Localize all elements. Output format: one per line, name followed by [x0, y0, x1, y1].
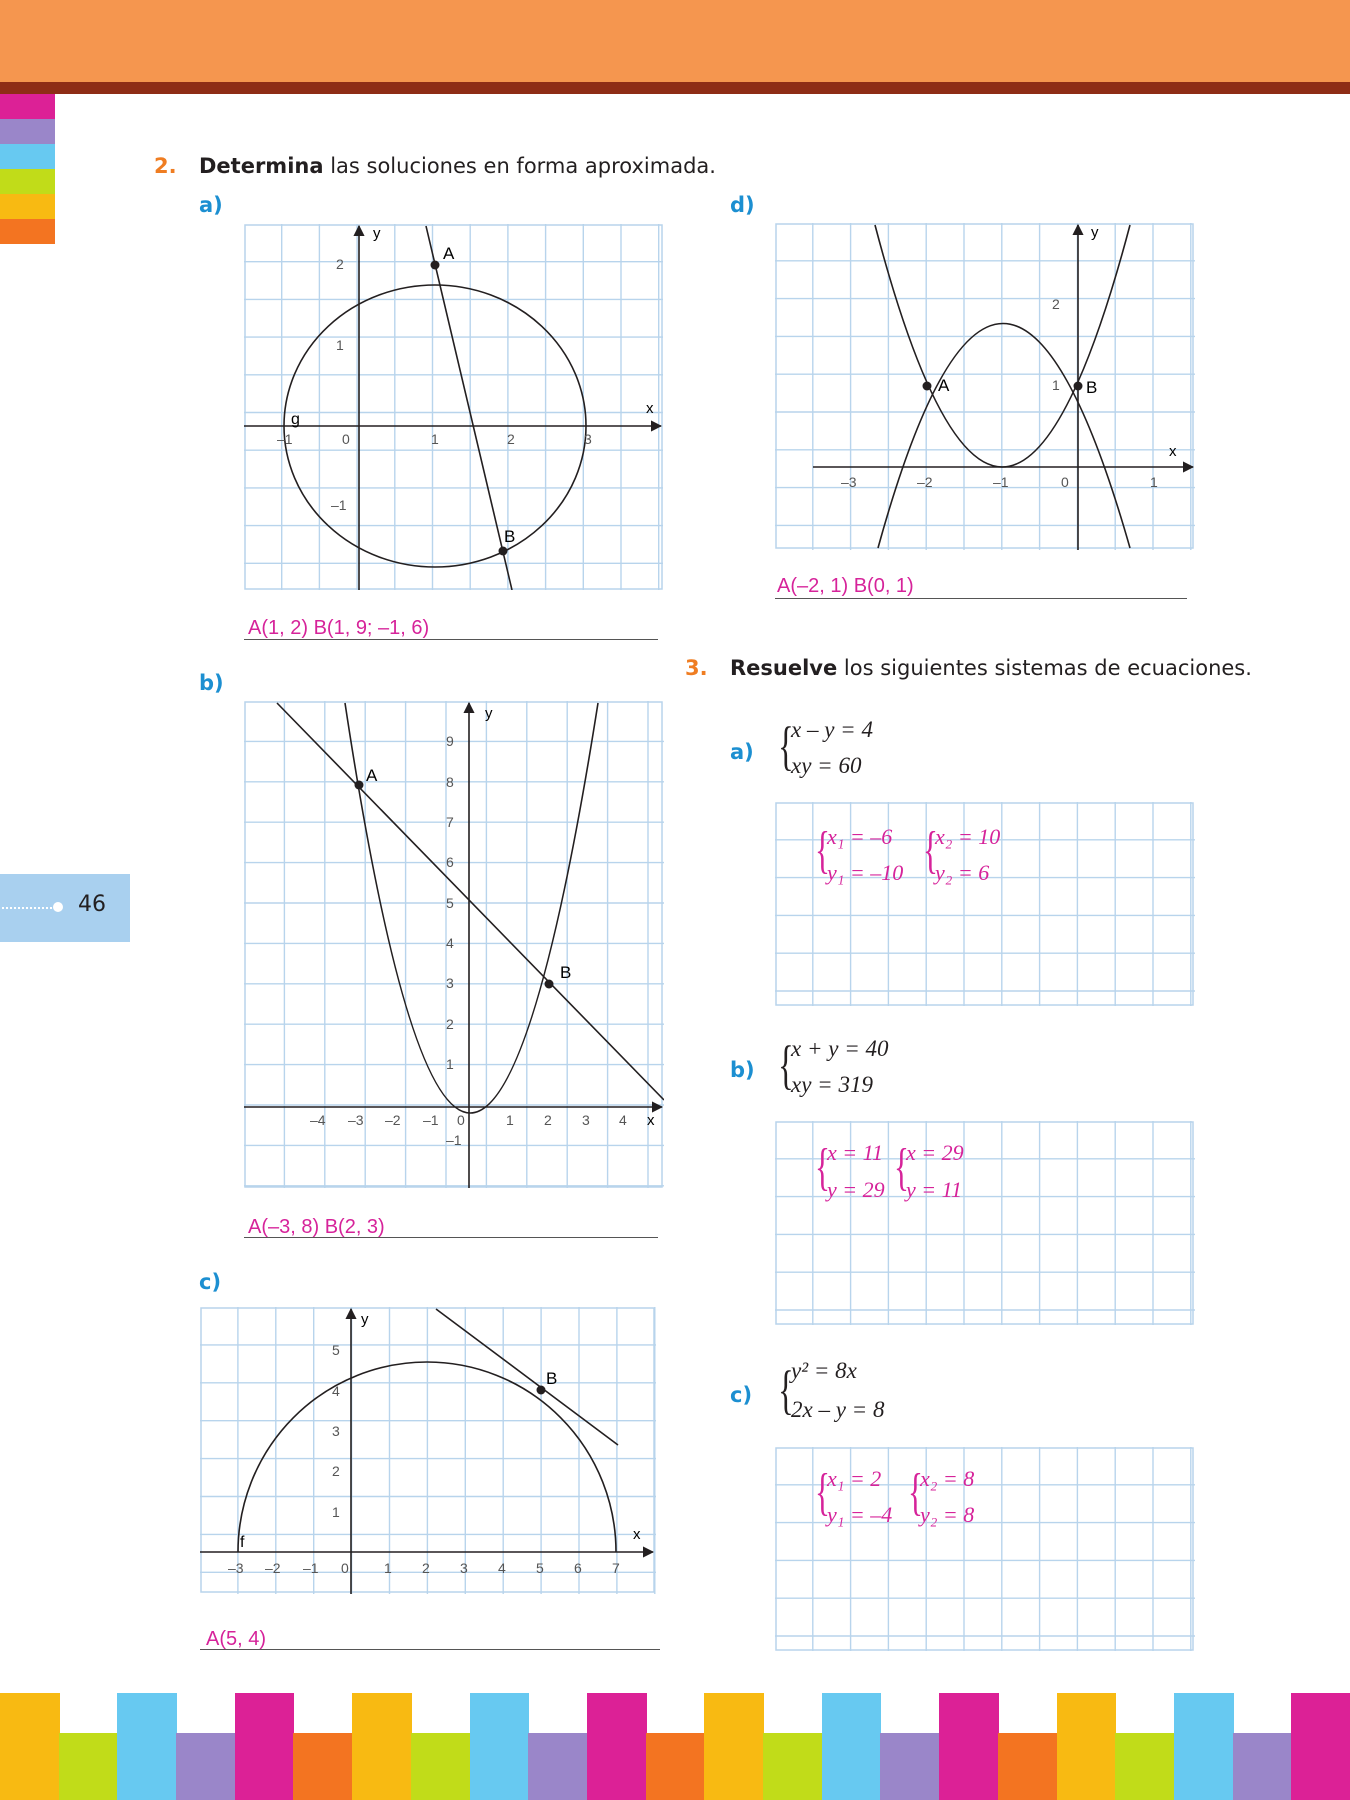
y-tick: 3 — [446, 975, 454, 991]
q3b-label: b) — [730, 1058, 755, 1082]
y-tick: 7 — [446, 814, 454, 830]
q2a-answer-line — [244, 639, 658, 640]
x-tick: 1 — [506, 1112, 514, 1128]
point-b — [537, 1386, 546, 1395]
q2d-answer: A(–2, 1) B(0, 1) — [777, 575, 914, 597]
x-tick: 1 — [431, 431, 439, 447]
q3b-sol2-line2: y = 11 — [906, 1177, 962, 1202]
q3-number: 3. — [685, 656, 708, 680]
curve-g-label: g — [291, 411, 300, 428]
q2a-graph — [244, 224, 663, 590]
x-tick: –3 — [228, 1560, 244, 1576]
q3b-eq1: x + y = 40 — [791, 1036, 889, 1061]
x-tick: 6 — [574, 1560, 582, 1576]
color-block — [1174, 1693, 1234, 1800]
q2d-answer-line — [775, 598, 1187, 599]
x-tick: –4 — [310, 1112, 326, 1128]
q2b-answer-line — [244, 1237, 658, 1238]
point-b-label: B — [1086, 378, 1098, 397]
x-tick: –2 — [385, 1112, 401, 1128]
x-axis-label: x — [646, 400, 654, 417]
q3a-sol2-line2: y₂ = 6 — [935, 860, 990, 885]
x-axis-label: x — [633, 1526, 641, 1543]
q3a-sol1-line1: x₁ = –6 — [827, 824, 893, 849]
y-tick: 5 — [332, 1342, 340, 1358]
color-tab-cyan — [0, 144, 55, 169]
x-tick: 0 — [341, 1560, 349, 1576]
q3-text: los siguientes sistemas de ecuaciones. — [837, 656, 1252, 680]
color-block — [411, 1733, 471, 1800]
color-block — [939, 1693, 999, 1800]
point-b — [499, 547, 508, 556]
x-tick: 7 — [612, 1560, 620, 1576]
point-b — [1074, 382, 1083, 391]
q2-text: las soluciones en forma aproximada. — [323, 154, 716, 178]
header-band — [0, 0, 1350, 82]
x-tick: 3 — [460, 1560, 468, 1576]
q2a-label: a) — [199, 193, 223, 217]
q3-verb: Resuelve — [730, 656, 838, 680]
header-stripe — [0, 82, 1350, 94]
color-tab-lime — [0, 169, 55, 194]
brace-icon: { — [814, 822, 830, 879]
y-tick: 4 — [332, 1383, 340, 1399]
y-tick: 4 — [446, 935, 454, 951]
q3b-eq2: xy = 319 — [791, 1072, 873, 1097]
point-b-label: B — [546, 1369, 558, 1388]
color-tab-purple — [0, 119, 55, 144]
x-tick: 1 — [384, 1560, 392, 1576]
color-tab-yellow — [0, 194, 55, 219]
x-tick: 4 — [619, 1112, 627, 1128]
color-block — [1115, 1733, 1175, 1800]
q2b-label: b) — [199, 671, 224, 695]
q3b-sol2-line1: x = 29 — [906, 1140, 964, 1165]
q3b-sol1-line1: x = 11 — [827, 1140, 883, 1165]
point-a-label: A — [443, 244, 455, 263]
color-tab-orange — [0, 219, 55, 244]
y-tick: 3 — [332, 1423, 340, 1439]
x-tick: 2 — [507, 431, 515, 447]
brace-icon: { — [778, 716, 794, 776]
y-tick: 9 — [446, 733, 454, 749]
q2-number: 2. — [154, 154, 177, 178]
y-tick: 1 — [1052, 377, 1060, 393]
x-tick: –1 — [277, 431, 293, 447]
q3b-sol1-line2: y = 29 — [827, 1177, 885, 1202]
q2a-answer: A(1, 2) B(1, 9; –1, 6) — [248, 617, 430, 639]
x-tick: 3 — [582, 1112, 590, 1128]
page-number: 46 — [78, 892, 106, 917]
x-tick: 5 — [536, 1560, 544, 1576]
x-axis-label: x — [647, 1112, 655, 1129]
q2c-label: c) — [199, 1270, 222, 1294]
q2c-answer: A(5, 4) — [206, 1628, 267, 1650]
y-axis-label: y — [1091, 224, 1099, 241]
page-dots — [2, 907, 56, 909]
x-tick: –1 — [303, 1560, 319, 1576]
q3a-eq1: x – y = 4 — [791, 717, 873, 742]
y-tick: 2 — [446, 1016, 454, 1032]
y-tick: 8 — [446, 774, 454, 790]
color-block — [235, 1693, 295, 1800]
y-tick: 5 — [446, 895, 454, 911]
q2c-graph — [200, 1307, 656, 1594]
x-tick: –1 — [993, 474, 1009, 490]
y-tick: 2 — [336, 256, 344, 272]
y-axis-label: y — [361, 1311, 369, 1328]
y-tick: 1 — [332, 1504, 340, 1520]
x-tick: –1 — [423, 1112, 439, 1128]
color-block — [1057, 1693, 1117, 1800]
color-block — [528, 1733, 588, 1800]
q3c-sol2-line1: x₂ = 8 — [920, 1466, 975, 1491]
q3c-sol2-line2: y₂ = 8 — [920, 1502, 975, 1527]
y-tick: 6 — [446, 854, 454, 870]
point-a — [923, 382, 932, 391]
q3c-sol1-line1: x₁ = 2 — [827, 1466, 882, 1491]
color-block — [646, 1733, 706, 1800]
q3c-sol1-line2: y₁ = –4 — [827, 1502, 893, 1527]
color-block — [763, 1733, 823, 1800]
y-axis-label: y — [485, 705, 493, 722]
q2b-answer: A(–3, 8) B(2, 3) — [248, 1216, 385, 1238]
brace-icon: { — [893, 1139, 909, 1196]
q3a-eq2: xy = 60 — [791, 753, 862, 778]
point-a-label: A — [366, 766, 378, 785]
q2b-graph — [244, 701, 664, 1188]
color-block — [352, 1693, 412, 1800]
brace-icon: { — [778, 1360, 794, 1420]
color-block — [880, 1733, 940, 1800]
q2c-answer-line — [200, 1649, 660, 1650]
point-a — [355, 781, 364, 790]
color-block — [0, 1693, 60, 1800]
y-tick: 1 — [336, 337, 344, 353]
x-tick: –3 — [348, 1112, 364, 1128]
color-block — [1233, 1733, 1293, 1800]
q3c-label: c) — [730, 1383, 753, 1407]
x-tick: 4 — [498, 1560, 506, 1576]
y-tick: 1 — [446, 1056, 454, 1072]
brace-icon: { — [778, 1035, 794, 1095]
q2d-graph — [775, 223, 1195, 550]
color-block — [998, 1733, 1058, 1800]
color-block — [704, 1693, 764, 1800]
brace-icon: { — [814, 1464, 830, 1521]
q3-instruction — [730, 656, 1252, 680]
page-dot — [53, 902, 63, 912]
point-b-label: B — [504, 527, 516, 546]
x-tick: 2 — [544, 1112, 552, 1128]
point-b — [545, 980, 554, 989]
brace-icon: { — [907, 1464, 923, 1521]
y-tick: 2 — [332, 1463, 340, 1479]
x-tick: 2 — [422, 1560, 430, 1576]
bottom-color-band — [0, 1693, 1350, 1800]
q3a-sol2-line1: x₂ = 10 — [935, 824, 1001, 849]
x-axis-label: x — [1169, 443, 1177, 460]
line-curve — [277, 703, 664, 1100]
q2-instruction — [199, 154, 716, 178]
line-curve — [436, 1309, 618, 1445]
q3a-label: a) — [730, 740, 754, 764]
brace-icon: { — [814, 1139, 830, 1196]
x-tick: 0 — [457, 1112, 465, 1128]
x-tick: –2 — [917, 474, 933, 490]
q3c-eq1: y² = 8x — [791, 1358, 857, 1383]
curve-f-label: f — [240, 1534, 245, 1551]
x-tick: 1 — [1150, 474, 1158, 490]
line-curve — [426, 226, 512, 590]
color-block — [117, 1693, 177, 1800]
x-tick: 0 — [1061, 474, 1069, 490]
y-axis-label: y — [373, 225, 381, 242]
q2-verb: Determina — [199, 154, 324, 178]
x-tick: 0 — [342, 431, 350, 447]
color-block — [59, 1733, 119, 1800]
color-block — [293, 1733, 353, 1800]
color-block — [822, 1693, 882, 1800]
q3c-eq2: 2x – y = 8 — [791, 1397, 885, 1422]
point-a-label: A — [938, 376, 950, 395]
x-tick: –3 — [841, 474, 857, 490]
color-block — [1291, 1693, 1350, 1800]
brace-icon: { — [922, 822, 938, 879]
parabola-curve — [345, 703, 598, 1113]
y-tick: 2 — [1052, 296, 1060, 312]
color-block — [470, 1693, 530, 1800]
y-tick: –1 — [331, 497, 347, 513]
color-block — [176, 1733, 236, 1800]
y-tick: –1 — [446, 1132, 462, 1148]
point-b-label: B — [560, 963, 572, 982]
x-tick: 3 — [584, 431, 592, 447]
color-block — [587, 1693, 647, 1800]
q3a-sol1-line2: y₁ = –10 — [827, 860, 904, 885]
color-tab-magenta — [0, 94, 55, 119]
q2d-label: d) — [730, 193, 755, 217]
x-tick: –2 — [265, 1560, 281, 1576]
point-a — [431, 261, 440, 270]
